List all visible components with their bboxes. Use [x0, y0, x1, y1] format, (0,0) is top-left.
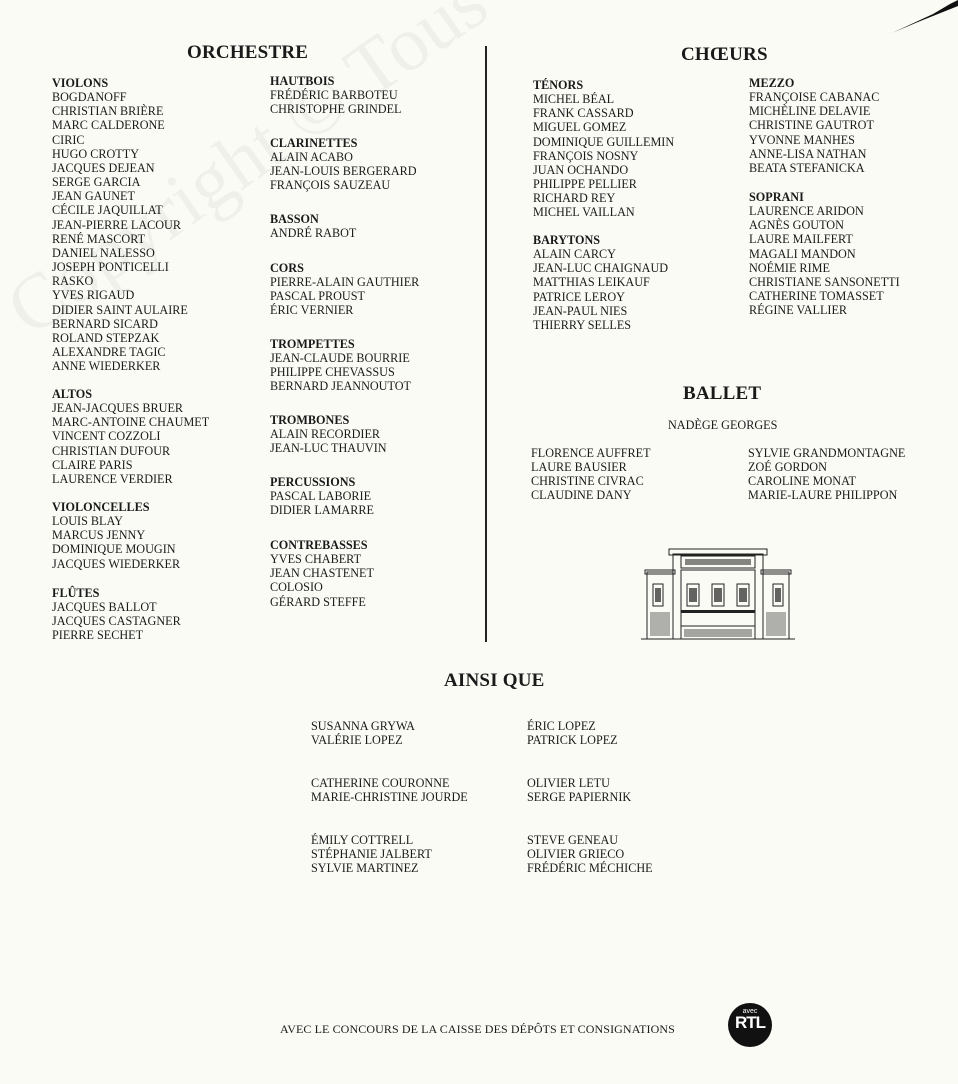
section-heading: PERCUSSIONS [270, 475, 356, 489]
performer-name: ALEXANDRE TAGIC [52, 344, 166, 359]
performer-name: FRÉDÉRIC MÉCHICHE [527, 861, 653, 876]
performer-name: SYLVIE MARTINEZ [311, 861, 419, 876]
theatre-building-illustration [641, 546, 795, 640]
performer-name: SYLVIE GRANDMONTAGNE [748, 446, 906, 460]
column-divider [485, 46, 487, 642]
performer-name: DANIEL NALESSO [52, 245, 155, 260]
section-violoncelles [52, 500, 180, 571]
performer-name: CHRISTOPHE GRINDEL [270, 102, 402, 117]
section-heading: FLÛTES [52, 586, 100, 600]
performer-name: JACQUES WIEDERKER [52, 556, 181, 571]
ballet-left-list [531, 446, 651, 503]
performer-name: BERNARD SICARD [52, 316, 158, 331]
performer-name: SUSANNA GRYWA [311, 719, 415, 733]
performer-name: GÉRARD STEFFE [270, 594, 366, 609]
performer-name: YVES CHABERT [270, 552, 362, 567]
ainsi-que-left-3 [311, 833, 432, 875]
performer-name: MAGALI MANDON [749, 246, 856, 261]
performer-name: FRANÇOISE CABANAC [749, 90, 880, 105]
section-clarinettes [270, 136, 417, 193]
performer-name: MIGUEL GOMEZ [533, 120, 627, 135]
performer-name: LAURE BAUSIER [531, 460, 627, 475]
performer-name: JEAN GAUNET [52, 189, 135, 204]
performer-name: MARIE-CHRISTINE JOURDE [311, 790, 468, 805]
performer-name: JEAN-PIERRE LACOUR [52, 217, 181, 232]
section-cors [270, 261, 419, 318]
performer-name: LOUIS BLAY [52, 514, 123, 529]
section-trombones [270, 413, 387, 455]
performer-name: CHRISTIAN DUFOUR [52, 443, 171, 458]
performer-name: JEAN CHASTENET [270, 566, 374, 581]
ainsi-que-left-1 [311, 719, 415, 747]
rtl-logo-name: RTL [734, 1013, 766, 1032]
performer-name: VALÉRIE LOPEZ [311, 733, 403, 748]
performer-name: ANNE-LISA NATHAN [749, 146, 867, 161]
section-heading: TROMBONES [270, 413, 350, 427]
performer-name: MATTHIAS LEIKAUF [533, 275, 650, 290]
performer-name: ALAIN ACABO [270, 150, 353, 165]
section-barytons [533, 233, 668, 332]
performer-name: CHRISTINE GAUTROT [749, 118, 874, 133]
performer-name: STÉPHANIE JALBERT [311, 847, 432, 862]
performer-name: JEAN-JACQUES BRUER [52, 401, 184, 416]
performer-name: ÉMILY COTTRELL [311, 833, 414, 847]
performer-name: FLORENCE AUFFRET [531, 446, 651, 460]
performer-name: PASCAL PROUST [270, 289, 365, 304]
performer-name: LAURENCE ARIDON [749, 204, 864, 219]
section-heading: ALTOS [52, 387, 92, 401]
section-heading: TROMPETTES [270, 337, 355, 351]
performer-name: HUGO CROTTY [52, 146, 140, 161]
performer-name: YVONNE MANHES [749, 132, 855, 147]
performer-name: PHILIPPE CHEVASSUS [270, 365, 395, 380]
performer-name: ANNE WIEDERKER [52, 359, 161, 374]
performer-name: MARIE-LAURE PHILIPPON [748, 488, 898, 503]
performer-name: JEAN-LOUIS BERGERARD [270, 164, 417, 179]
ainsi-que-left-2 [311, 776, 468, 804]
performer-name: NOÉMIE RIME [749, 260, 830, 275]
section-soprani [749, 190, 900, 317]
performer-name: LAURENCE VERDIER [52, 471, 173, 486]
performer-name: THIERRY SELLES [533, 317, 632, 332]
section-heading: VIOLONS [52, 76, 109, 90]
performer-name: RASKO [52, 274, 94, 289]
performer-name: CÉCILE JAQUILLAT [52, 203, 163, 218]
section-mezzo [749, 76, 879, 175]
section-flutes [52, 586, 181, 643]
performer-name: STEVE GENEAU [527, 833, 619, 847]
performer-name: JEAN-CLAUDE BOURRIE [270, 351, 410, 366]
section-heading: TÉNORS [533, 78, 584, 92]
performer-name: AGNÈS GOUTON [749, 218, 844, 233]
performer-name: JUAN OCHANDO [533, 162, 629, 177]
performer-name: MICHEL VAILLAN [533, 205, 635, 220]
performer-name: BEATA STEFANICKA [749, 160, 865, 175]
performer-name: CHRISTIANE SANSONETTI [749, 274, 900, 289]
performer-name: OLIVIER LETU [527, 776, 610, 790]
section-basson [270, 212, 356, 240]
performer-name: MARC CALDERONE [52, 118, 165, 133]
section-heading: BASSON [270, 212, 319, 226]
ballet-title: BALLET [683, 383, 762, 404]
ballet-lead: NADÈGE GEORGES [668, 418, 778, 432]
performer-name: CHRISTINE CIVRAC [531, 474, 644, 489]
section-heading: CONTREBASSES [270, 538, 368, 552]
ainsi-que-title: AINSI QUE [444, 670, 545, 691]
performer-name: FRANÇOIS NOSNY [533, 148, 639, 163]
performer-name: RÉGINE VALLIER [749, 303, 848, 318]
performer-name: BERNARD JEANNOUTOT [270, 379, 411, 394]
performer-name: PATRICE LEROY [533, 289, 625, 304]
orchestre-title: ORCHESTRE [187, 42, 309, 63]
torn-corner [878, 0, 958, 40]
ainsi-que-right-3 [527, 833, 653, 875]
performer-name: MARC-ANTOINE CHAUMET [52, 415, 210, 430]
section-heading: MEZZO [749, 76, 795, 90]
performer-name: CLAUDINE DANY [531, 488, 632, 503]
performer-name: JACQUES DEJEAN [52, 160, 155, 175]
section-violons [52, 76, 188, 373]
performer-name: PHILIPPE PELLIER [533, 177, 637, 192]
performer-name: JACQUES CASTAGNER [52, 614, 181, 629]
performer-name: JEAN-LUC CHAIGNAUD [533, 261, 669, 276]
section-altos [52, 387, 209, 486]
performer-name: MICHEL BÉAL [533, 92, 615, 107]
performer-name: CATHERINE TOMASSET [749, 289, 884, 304]
performer-name: CATHERINE COURONNE [311, 776, 450, 790]
rtl-logo-avec: avec [742, 1008, 758, 1015]
ainsi-que-right-1 [527, 719, 618, 747]
performer-name: DIDIER SAINT AULAIRE [52, 302, 188, 317]
performer-name: PIERRE-ALAIN GAUTHIER [270, 275, 420, 290]
performer-name: CIRIC [52, 132, 85, 147]
performer-name: PIERRE SECHET [52, 628, 144, 643]
performer-name: MICHÈLINE DELAVIE [749, 104, 871, 119]
performer-name: ÉRIC LOPEZ [527, 719, 596, 733]
performer-name: CHRISTIAN BRIÈRE [52, 104, 164, 119]
section-contrebasses [270, 538, 374, 609]
performer-name: FRANÇOIS SAUZEAU [270, 178, 391, 193]
performer-name: ALAIN CARCY [533, 247, 616, 262]
footer-text: AVEC LE CONCOURS DE LA CAISSE DES DÉPÔTS ET CONSIGNATIONS [280, 1022, 675, 1036]
performer-name: ANDRÉ RABOT [270, 226, 357, 241]
performer-name: DOMINIQUE MOUGIN [52, 542, 176, 557]
section-hautbois [270, 74, 401, 116]
performer-name: SERGE GARCIA [52, 175, 141, 190]
section-heading: SOPRANI [749, 190, 804, 204]
performer-name: CLAIRE PARIS [52, 457, 133, 472]
choeurs-title: CHŒURS [681, 44, 768, 65]
performer-name: FRÉDÉRIC BARBOTEU [270, 88, 398, 103]
performer-name: VINCENT COZZOLI [52, 429, 161, 444]
performer-name: ROLAND STEPZAK [52, 330, 160, 345]
section-heading: CORS [270, 261, 304, 275]
performer-name: COLOSIO [270, 580, 323, 595]
ainsi-que-right-2 [527, 776, 631, 804]
section-percussions [270, 475, 374, 517]
performer-name: MARCUS JENNY [52, 528, 146, 543]
performer-name: DOMINIQUE GUILLEMIN [533, 134, 675, 149]
performer-name: YVES RIGAUD [52, 288, 135, 303]
performer-name: JEAN-PAUL NIES [533, 303, 628, 318]
section-heading: CLARINETTES [270, 136, 358, 150]
performer-name: ZOÉ GORDON [748, 460, 827, 475]
performer-name: CAROLINE MONAT [748, 474, 856, 489]
performer-name: JOSEPH PONTICELLI [52, 260, 169, 275]
performer-name: SERGE PAPIERNIK [527, 790, 632, 805]
performer-name: BOGDANOFF [52, 90, 127, 105]
performer-name: FRANK CASSARD [533, 106, 634, 121]
section-heading: BARYTONS [533, 233, 601, 247]
performer-name: DIDIER LAMARRE [270, 503, 374, 518]
section-heading: VIOLONCELLES [52, 500, 150, 514]
performer-name: RENÉ MASCORT [52, 231, 146, 246]
rtl-logo [728, 1003, 772, 1047]
section-trompettes [270, 337, 411, 394]
performer-name: RICHARD REY [533, 191, 616, 206]
ballet-right-list [748, 446, 905, 503]
performer-name: ÉRIC VERNIER [270, 303, 354, 318]
performer-name: LAURE MAILFERT [749, 232, 853, 247]
performer-name: ALAIN RECORDIER [270, 427, 381, 442]
performer-name: JACQUES BALLOT [52, 600, 157, 615]
section-tenors [533, 78, 674, 220]
performer-name: OLIVIER GRIECO [527, 847, 625, 862]
performer-name: PATRICK LOPEZ [527, 733, 618, 748]
performer-name: PASCAL LABORIE [270, 489, 372, 504]
performer-name: JEAN-LUC THAUVIN [270, 441, 387, 456]
section-heading: HAUTBOIS [270, 74, 335, 88]
